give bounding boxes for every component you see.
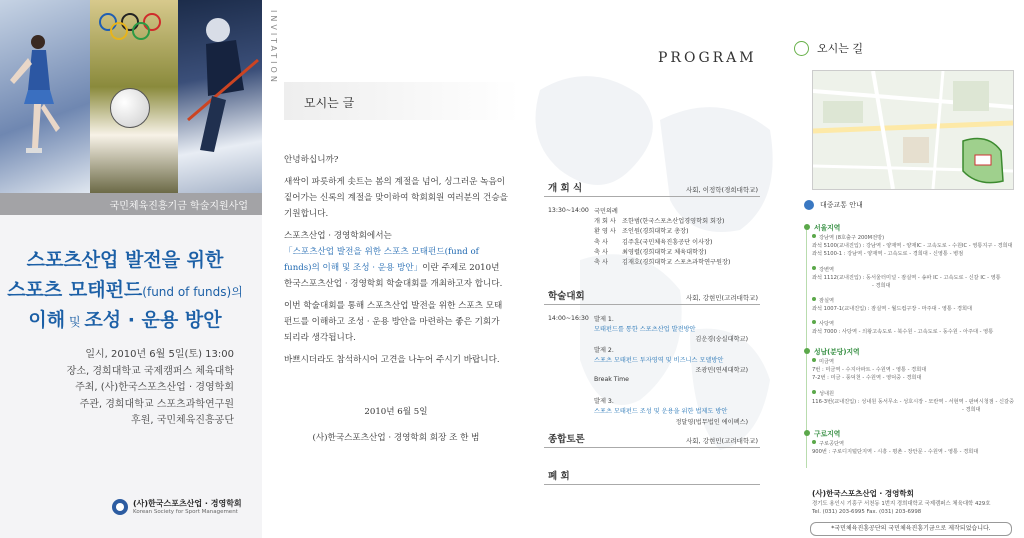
region-seoul — [804, 222, 840, 232]
conference-row — [548, 385, 748, 395]
opening-role: 개 회 사 — [594, 217, 616, 225]
talk-presenter: 조광민(연세대학교) — [695, 367, 748, 375]
region-name: 서울지역 — [814, 224, 841, 232]
station-name: 사당역 — [819, 321, 835, 327]
opening-row — [548, 246, 730, 256]
conference-name: 학술대회 — [548, 291, 585, 302]
invitation-panel — [262, 0, 520, 538]
invitation-side-label: INVITATION — [269, 10, 278, 85]
title-line-2-main: 스포츠 모태펀드 — [7, 279, 143, 301]
route-sadang — [812, 320, 993, 336]
figure-skater-photo — [0, 0, 90, 193]
opening-name: 개 회 식 — [548, 183, 583, 194]
directions-panel — [782, 0, 1024, 538]
region-name: 구로지역 — [814, 430, 841, 438]
logo-name: (사)한국스포츠산업 · 경영학회 — [133, 499, 242, 508]
closing-name: 폐 회 — [548, 471, 570, 482]
opening-row — [548, 236, 730, 246]
conference-row — [548, 416, 748, 426]
event-organizer: 주관, 경희대학교 스포츠과학연구원 — [79, 398, 234, 410]
theme-intro: 스포츠산업 · 경영학회에서는 — [284, 231, 392, 241]
band-text: 국민체육진흥기금 학술지원사업 — [109, 201, 248, 212]
route-line: 7-2번 : 미금 - 풍덕천 - 수원역 - 영덕중 - 경희대 — [812, 375, 922, 382]
opening-schedule — [548, 205, 730, 267]
invitation-signature: (사)한국스포츠산업 · 경영학회 회장 조 한 범 — [312, 433, 480, 443]
route-jamsil — [812, 297, 972, 313]
event-host: 주최, (사)한국스포츠산업 · 경영학회 — [75, 382, 234, 393]
break-time: Break Time — [594, 376, 629, 384]
transit-title: 대중교통 안내 — [820, 201, 863, 209]
route-line: 7번 : 미금역 - 수지아파트 - 수원역 - 영통 - 경희대 — [812, 367, 927, 374]
opening-role: 축 사 — [594, 248, 608, 256]
route-line: 900번 : 구로디지털단지역 - 시흥 - 평촌 - 장안문 - 수원역 - 영통 - 경희대 — [812, 449, 979, 456]
opening-person: 최영렬(경희대학교 체육대학장) — [622, 248, 707, 256]
route-gangnam — [812, 234, 1013, 259]
opening-person: 김재호(경희대학교 스포츠과학연구원장) — [622, 259, 731, 267]
station-name: 강변역 — [819, 267, 835, 273]
opening-row — [548, 226, 730, 236]
contact-info — [812, 500, 990, 516]
invitation-heading-bar — [284, 82, 520, 120]
directions-heading: 오시는 길 — [817, 42, 864, 55]
paragraph-purpose: 이번 학술대회를 통해 스포츠산업 발전을 위한 스포츠 모태 펀드를 이해하고 조성 · 운용 방안을 마련하는 좋은 기회가 되리라 생각됩니다. — [284, 301, 503, 343]
station-name: 구로공단역 — [819, 441, 845, 447]
invitation-body — [284, 152, 508, 374]
paragraph-closing: 바쁘시더라도 참석하시어 고견을 나누어 주시기 바랍니다. — [284, 355, 500, 365]
title-line-1: 스포츠산업 발전을 위한 — [26, 249, 224, 271]
opening-role: 축 사 — [594, 259, 608, 267]
route-migeum — [812, 358, 926, 383]
discussion-mc: 사회, 강현민(고려대학교) — [686, 437, 758, 445]
paragraph-season: 새싹이 파릇하게 솟트는 봄의 계절을 넘어, 싱그러운 녹음이 짙어가는 신록의 계절을 맞이하여 학회회원 여러분의 건승을 기원합니다. — [284, 177, 508, 219]
directions-header — [794, 40, 863, 56]
opening-role: 국민의례 — [594, 207, 618, 215]
title-line-3-mid: 및 — [65, 315, 85, 329]
opening-role: 축 사 — [594, 238, 608, 246]
sports-photo-collage — [0, 0, 262, 193]
title-line-3-a: 이해 — [28, 309, 66, 331]
opening-role: 환 영 사 — [594, 228, 616, 236]
cover-panel — [0, 0, 262, 538]
talk-presenter: 김운경(숭실대학교) — [695, 336, 748, 344]
skier-photo — [178, 0, 262, 193]
logo-sub: Korean Society for Sport Management — [133, 509, 238, 515]
route-gangbyeon — [812, 266, 1001, 291]
soccer-photo — [90, 0, 178, 193]
event-info — [67, 347, 234, 430]
cover-title — [0, 245, 250, 332]
invitation-date: 2010년 6월 5일 — [364, 407, 428, 417]
conference-row — [548, 364, 748, 374]
route-line: 좌석 5100-1 : 강남역 - 양재역 - 고속도로 - 경희대 - 신영통 - 병점 — [812, 251, 964, 258]
cover-band — [0, 193, 262, 215]
event-sponsor: 후원, 국민체육진흥공단 — [131, 415, 234, 426]
world-map-background — [520, 0, 782, 538]
route-seongnaewon — [812, 390, 1014, 415]
conference-section-header — [544, 288, 760, 305]
event-date: 일시, 2010년 6월 5일(토) 13:00 — [85, 349, 234, 360]
contact-org: (사)한국스포츠산업 · 경영학회 — [812, 489, 914, 498]
conference-row — [548, 375, 748, 385]
conference-row — [548, 344, 748, 354]
event-place: 장소, 경희대학교 국제캠퍼스 체육대학 — [66, 365, 234, 377]
circle-icon — [794, 41, 809, 56]
opening-mc: 사회, 이정학(경희대학교) — [686, 186, 758, 194]
opening-row — [548, 256, 730, 266]
program-panel — [520, 0, 782, 538]
station-name: 성내원 — [819, 391, 835, 397]
route-line: 116-3번(교내진입) : 성내원 동서무소 - 성호시장 - 모란역 - 서현역 - 판버시청점 - 신갈중 — [812, 399, 1014, 406]
conference-time: 14:00~16:30 — [548, 314, 589, 322]
region-name: 성남(분당)지역 — [814, 348, 860, 356]
skater-icon — [8, 28, 66, 168]
route-line: 좌석 1112(교내진입) : 동서울터미널 - 잠실역 - 송파 IC - 고속도로 - 신갈 IC - 영통 — [812, 275, 1001, 282]
program-title: PROGRAM — [658, 50, 757, 66]
contact-phone: Tel. (031) 203-6995 Fax. (031) 203-6998 — [812, 509, 922, 515]
olympic-rings-icon — [96, 12, 166, 42]
contact-address: 경기도 용인시 기흥구 서천동 1번지 경희대학교 국제캠퍼스 체육대학 429호 — [812, 501, 991, 507]
opening-section-header — [544, 180, 760, 197]
route-guro — [812, 440, 978, 456]
route-line: - 경희대 — [962, 407, 981, 414]
paragraph-theme — [284, 228, 508, 292]
greeting: 안녕하십니까? — [284, 155, 339, 165]
discussion-section-header — [544, 431, 760, 448]
conference-row — [548, 323, 748, 333]
conference-schedule — [548, 313, 748, 426]
skier-icon — [178, 0, 262, 193]
society-emblem-icon — [112, 499, 128, 515]
campus-map — [812, 70, 1014, 190]
funding-note: *국민체육진흥공단의 국민체육진흥기금으로 제작되었습니다. — [810, 522, 1012, 536]
title-line-3 — [0, 305, 250, 332]
invitation-heading: 모시는 글 — [304, 96, 355, 110]
conference-row — [548, 395, 748, 405]
route-line: 좌석 5100(교내진입) : 강남역 - 양재역 - 양재IC - 고속도로 - 수원IC - 영통지구 - 경희대 — [812, 243, 1013, 250]
conference-row — [548, 313, 748, 323]
station-name: 잠실역 — [819, 298, 835, 304]
title-line-2 — [0, 275, 250, 302]
talk-topic: 모태펀드를 통한 스포츠산업 발전방안 — [594, 325, 696, 333]
opening-time: 13:30~14:00 — [548, 206, 589, 214]
talk-label: 발제 3. — [594, 398, 614, 406]
closing-section-header — [544, 468, 760, 485]
talk-presenter: 정달영(법무법인 에이펙스) — [675, 418, 748, 426]
society-logo — [112, 498, 242, 515]
bus-icon — [804, 200, 814, 210]
route-line: - 경희대 — [872, 283, 891, 290]
opening-row — [548, 205, 730, 215]
talk-label: 발제 2. — [594, 346, 614, 354]
conference-row — [548, 334, 748, 344]
opening-person: 김주훈(국민체육진흥공단 이사장) — [622, 238, 713, 246]
road-map-icon — [813, 71, 1013, 189]
theme-title: 「스포츠산업 발전을 위한 스포츠 모태펀드(fund of funds)의 이해 및 조성 · 운용 방안」 — [284, 247, 479, 273]
talk-label: 발제 1. — [594, 315, 614, 323]
region-guro — [804, 428, 840, 438]
title-line-3-b: 조성 · 운용 방안 — [84, 309, 222, 331]
region-seongnam — [804, 346, 860, 356]
title-line-2-paren: (fund of funds)의 — [142, 285, 243, 299]
soccer-ball-icon — [110, 88, 150, 128]
talk-topic: 스포츠 모태펀드 조성 및 운용을 위한 법제도 방안 — [594, 408, 728, 416]
transit-header — [804, 200, 863, 210]
opening-person: 조인원(경희대학교 총장) — [622, 228, 689, 236]
opening-person: 조한범(한국스포츠산업경영학회 회장) — [622, 217, 725, 225]
discussion-name: 종합토론 — [548, 434, 585, 445]
theme-rest: 이란 주제로 2010년 한국스포츠산업 · 경영학회 학술대회를 개최하고자 합니다. — [284, 263, 503, 289]
conference-row — [548, 354, 748, 364]
route-line: 좌석 1007-1(교내진입) : 잠실역 - 월드컵구장 - 마주대 - 영통 - 경희대 — [812, 306, 973, 313]
talk-topic: 스포츠 모태펀드 투자영역 및 비즈니스 모델방안 — [594, 356, 724, 364]
conference-mc: 사회, 강현민(고려대학교) — [686, 294, 758, 302]
route-line: 좌석 7000 : 사당역 - 의왕고속도로 - 북수원 - 고속도로 - 동수원 - 아주대 - 영통 — [812, 329, 994, 336]
conference-row — [548, 406, 748, 416]
station-name: 미금역 — [819, 359, 835, 365]
opening-row — [548, 215, 730, 225]
station-name: 강남역 (8호출구 200M전방) — [819, 235, 885, 241]
